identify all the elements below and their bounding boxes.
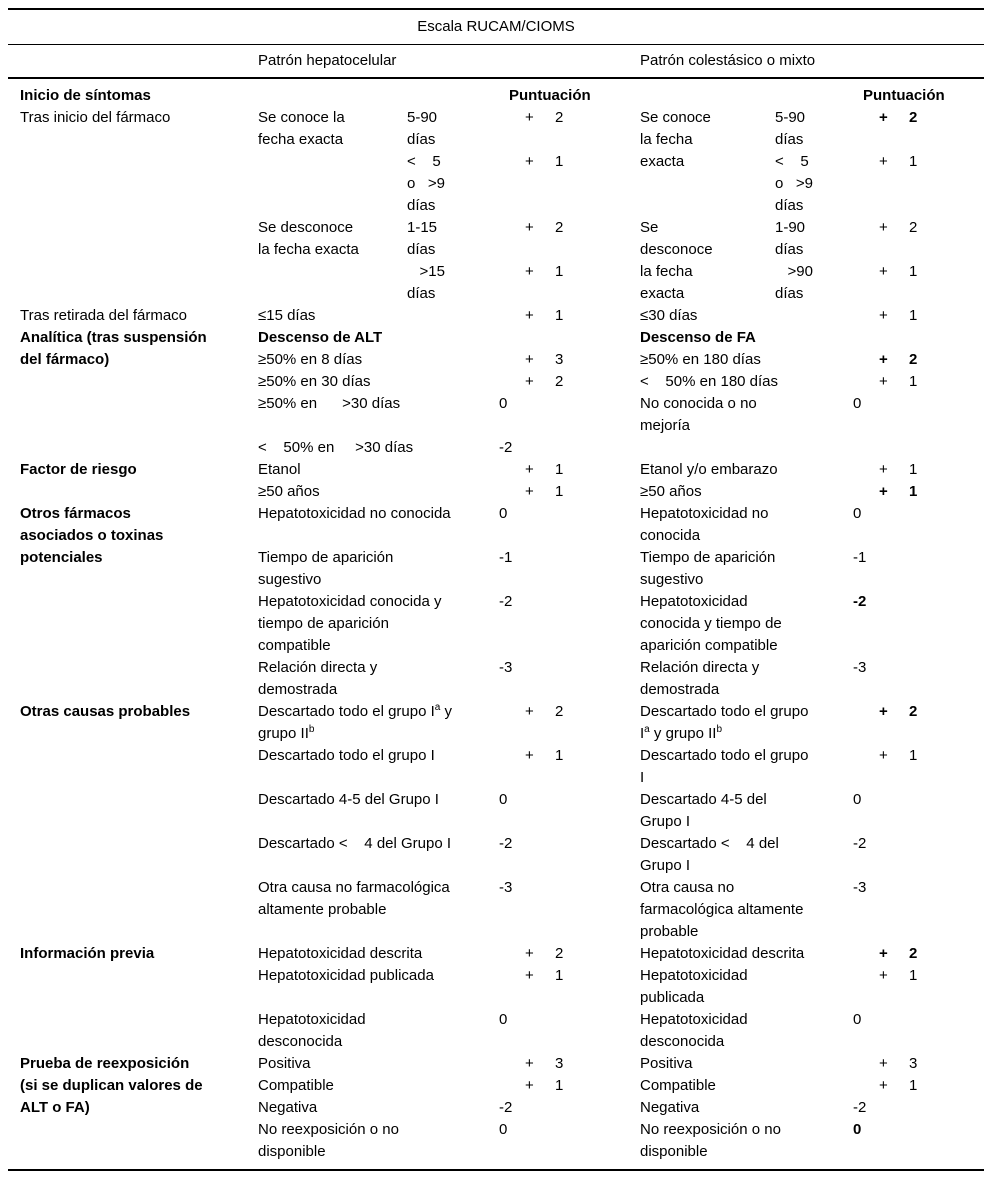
score-cell [845, 503, 984, 547]
score-value: -3 [499, 879, 513, 896]
table-row [8, 503, 984, 547]
score-value: 0 [853, 1011, 862, 1028]
score-cell [845, 327, 984, 349]
description-cell: Descartado todo el grupo I [258, 747, 435, 764]
criterion-cell: Analítica (tras suspensión del fármaco) [20, 329, 207, 368]
description-cell [250, 78, 399, 107]
score-value: 3 [555, 1055, 564, 1072]
description-cell: Positiva [258, 1055, 311, 1072]
description-cell: Descartado < 4 del Grupo I [640, 835, 779, 874]
score-value: -2 [853, 1099, 867, 1116]
score-cell [491, 503, 632, 547]
score-value: 2 [909, 351, 918, 368]
score-cell [845, 1053, 984, 1075]
score-cell [491, 943, 632, 965]
score-cell [491, 393, 632, 437]
criterion-cell: Factor de riesgo [20, 461, 137, 478]
score-cell [845, 1097, 984, 1119]
score-value: -3 [499, 659, 513, 676]
score-value: 1 [555, 747, 564, 764]
score-value: 2 [555, 373, 564, 390]
score-value: 2 [909, 703, 918, 720]
score-value: 0 [853, 505, 862, 522]
score-value: 0 [853, 791, 862, 808]
score-cell [845, 151, 984, 217]
score-cell [491, 459, 632, 481]
score-cell [491, 261, 632, 305]
score-cell [491, 481, 632, 503]
score-sign: + [879, 109, 888, 126]
description-cell: Positiva [640, 1055, 693, 1072]
score-value: -2 [853, 835, 867, 852]
description-cell: Compatible [258, 1077, 334, 1094]
description-cell: ≤15 días [258, 307, 316, 324]
score-sign: + [525, 703, 534, 720]
score-value: -2 [499, 1099, 513, 1116]
description-cell: ≥50% en >30 días [258, 395, 401, 412]
score-value: 1 [555, 263, 564, 280]
score-cell [845, 1075, 984, 1097]
score-sign: + [525, 1055, 534, 1072]
score-value: 3 [909, 1055, 918, 1072]
score-cell [491, 1075, 632, 1097]
score-cell [845, 305, 984, 327]
description-cell: Etanol [258, 461, 301, 478]
criteria-cell: 1-90 días [775, 219, 806, 258]
score-cell [491, 1097, 632, 1119]
score-cell [845, 789, 984, 833]
description-cell: ≥50 años [640, 483, 702, 500]
score-value: 2 [555, 219, 564, 236]
score-sign: + [879, 219, 888, 236]
criteria-cell: 1-15 días [407, 219, 438, 258]
description-cell: ≥50% en 8 días [258, 351, 363, 368]
score-value: -1 [853, 549, 867, 566]
criteria-cell: >90 días [775, 263, 813, 302]
rucam-cioms-table [8, 8, 984, 1171]
score-sign: + [879, 703, 888, 720]
score-sign: + [525, 1077, 534, 1094]
description-cell: Hepatotoxicidad publicada [640, 967, 748, 1006]
pattern-header-row [8, 45, 984, 79]
table-row [8, 305, 984, 327]
criteria-cell [399, 78, 491, 107]
criterion-cell: Otros fármacos asociados o toxinas potenciales [20, 505, 164, 566]
description-cell: Se desconoce la fecha exacta [258, 219, 359, 258]
description-cell: Otra causa no farmacológica altamente probable [258, 879, 450, 918]
footnote-marker: a [434, 702, 441, 713]
description-cell: Descenso de FA [640, 329, 756, 346]
description-cell: Descartado todo el grupo I [640, 747, 809, 786]
description-cell: Hepatotoxicidad descrita [640, 945, 805, 962]
table-title-row [8, 9, 984, 45]
score-sign: + [525, 373, 534, 390]
criterion-cell: Información previa [20, 945, 155, 962]
score-sign: + [525, 153, 534, 170]
description-cell: Tiempo de aparición sugestivo [640, 549, 776, 588]
score-value: 0 [853, 1121, 862, 1138]
description-cell [632, 437, 845, 459]
score-cell [845, 965, 984, 1009]
score-value: -1 [499, 549, 513, 566]
table-row [8, 459, 984, 481]
score-sign: + [879, 373, 888, 390]
score-cell [491, 657, 632, 701]
score-cell [845, 833, 984, 877]
score-value: 0 [499, 395, 508, 412]
footnote-marker: b [716, 724, 722, 735]
description-cell: Compatible [640, 1077, 716, 1094]
score-cell [845, 943, 984, 965]
score-cell [491, 789, 632, 833]
description-cell: Relación directa y demostrada [640, 659, 760, 698]
score-cell [845, 547, 984, 591]
score-cell [491, 547, 632, 591]
description-cell: Descenso de ALT [258, 329, 383, 346]
description-cell: Descartado 4-5 del Grupo I [258, 791, 439, 808]
score-sign: + [525, 747, 534, 764]
description-cell: Descartado 4-5 del Grupo I [640, 791, 767, 830]
description-cell: Otra causa no farmacológica altamente probable [640, 879, 804, 940]
description-cell: Hepatotoxicidad descrita [258, 945, 423, 962]
description-cell: Descartado < 4 del Grupo I [258, 835, 452, 852]
criteria-cell [767, 78, 845, 107]
description-cell: No reexposición o no disponible [258, 1121, 399, 1160]
score-sign: + [879, 1055, 888, 1072]
score-cell [491, 371, 632, 393]
description-cell: Tiempo de aparición sugestivo [258, 549, 394, 588]
description-cell: Descartado todo el grupo $I^a$ y grupo $II^b$ [258, 702, 453, 742]
score-sign: + [525, 263, 534, 280]
score-cell [845, 745, 984, 789]
score-cell [845, 107, 984, 151]
description-cell: No conocida o no mejoría [640, 395, 757, 434]
description-cell: Se desconoce la fecha exacta [640, 219, 713, 302]
score-cell [491, 877, 632, 943]
score-value: 1 [909, 263, 918, 280]
description-cell: Se conoce la fecha exacta [640, 109, 711, 170]
criteria-cell: < 5 o >9 días [775, 153, 813, 214]
score-value: 1 [555, 483, 564, 500]
score-cell [845, 701, 984, 745]
rucam-table-container [8, 8, 984, 1171]
criteria-cell: 5-90 días [407, 109, 438, 148]
score-sign: + [879, 461, 888, 478]
description-cell: ≥50% en 180 días [640, 351, 761, 368]
score-cell [491, 1119, 632, 1170]
description-cell [632, 78, 767, 107]
score-value: 1 [909, 747, 918, 764]
score-value: 1 [909, 461, 918, 478]
table-title: Escala RUCAM/CIOMS [8, 9, 984, 45]
score-header-cell: Puntuación [509, 87, 591, 104]
description-cell: Hepatotoxicidad conocida y tiempo de aparición compatible [640, 593, 782, 654]
footnote-marker: b [308, 724, 315, 735]
score-cell [845, 459, 984, 481]
score-value: 1 [555, 307, 564, 324]
footnote-marker: a [644, 724, 650, 735]
score-sign: + [525, 945, 534, 962]
pattern-header-spacer [8, 45, 250, 79]
score-cell [491, 1009, 632, 1053]
score-cell [491, 217, 632, 261]
cholestatic-pattern-header: Patrón colestásico o mixto [632, 45, 984, 79]
description-cell: Descartado todo el grupo $I^a$ y grupo $II^b$ [640, 703, 809, 742]
score-sign: + [879, 967, 888, 984]
score-value: 3 [555, 351, 564, 368]
score-cell [845, 591, 984, 657]
table-row [8, 1053, 984, 1075]
score-value: 0 [499, 505, 508, 522]
score-cell [845, 217, 984, 261]
score-cell [491, 437, 632, 459]
description-cell: ≥50% en 30 días [258, 373, 371, 390]
score-value: 1 [555, 967, 564, 984]
score-value: -2 [499, 835, 513, 852]
score-cell [491, 965, 632, 1009]
description-cell: < 50% en 180 días [640, 373, 779, 390]
criterion-cell: Tras inicio del fármaco [20, 109, 171, 126]
score-sign: + [525, 483, 534, 500]
description-cell: < 50% en >30 días [258, 439, 414, 456]
criterion-cell: Inicio de síntomas [20, 87, 151, 104]
description-cell: Hepatotoxicidad no conocida [258, 505, 451, 522]
description-cell: ≥50 años [258, 483, 320, 500]
score-sign: + [525, 307, 534, 324]
score-value: 0 [499, 1011, 508, 1028]
score-sign: + [879, 263, 888, 280]
score-value: -3 [853, 879, 867, 896]
description-cell: Hepatotoxicidad desconocida [640, 1011, 748, 1050]
hepatocellular-pattern-header: Patrón hepatocelular [250, 45, 632, 79]
score-cell [845, 877, 984, 943]
score-value: 2 [909, 945, 918, 962]
score-cell [491, 327, 632, 349]
criteria-cell: < 5 o >9 días [407, 153, 445, 214]
criterion-cell: Tras retirada del fármaco [20, 307, 188, 324]
criteria-cell: >15 días [407, 263, 445, 302]
score-cell [491, 305, 632, 327]
score-sign: + [525, 219, 534, 236]
score-cell [845, 657, 984, 701]
score-sign: + [879, 747, 888, 764]
score-value: 2 [909, 109, 918, 126]
criteria-cell: 5-90 días [775, 109, 806, 148]
score-cell [845, 1119, 984, 1170]
score-sign: + [879, 483, 888, 500]
score-cell [845, 1009, 984, 1053]
score-value: 1 [909, 307, 918, 324]
table-row [8, 943, 984, 965]
score-sign: + [879, 351, 888, 368]
description-cell: Hepatotoxicidad desconocida [258, 1011, 366, 1050]
score-sign: + [525, 109, 534, 126]
description-cell: Etanol y/o embarazo [640, 461, 778, 478]
score-sign: + [879, 945, 888, 962]
score-header-cell: Puntuación [863, 87, 945, 104]
score-value: 2 [555, 945, 564, 962]
score-value: -2 [499, 593, 513, 610]
score-cell [491, 107, 632, 151]
page [0, 8, 992, 1190]
description-cell: No reexposición o no disponible [640, 1121, 781, 1160]
criterion-cell: Otras causas probables [20, 703, 191, 720]
score-value: 0 [499, 1121, 508, 1138]
score-cell [491, 701, 632, 745]
score-cell [491, 349, 632, 371]
score-value: -2 [499, 439, 513, 456]
score-sign: + [879, 1077, 888, 1094]
score-cell [845, 261, 984, 305]
score-value: -2 [853, 593, 867, 610]
rucam-table-body [8, 78, 984, 1170]
score-cell [491, 151, 632, 217]
score-value: 1 [909, 373, 918, 390]
score-value: -3 [853, 659, 867, 676]
score-value: 1 [555, 461, 564, 478]
table-row [8, 701, 984, 745]
score-value: 1 [909, 967, 918, 984]
score-sign: + [525, 351, 534, 368]
score-sign: + [879, 307, 888, 324]
score-cell [845, 371, 984, 393]
description-cell: Relación directa y demostrada [258, 659, 378, 698]
description-cell: Hepatotoxicidad no conocida [640, 505, 769, 544]
description-cell: ≤30 días [640, 307, 698, 324]
description-cell: Hepatotoxicidad publicada [258, 967, 434, 984]
description-cell: Hepatotoxicidad conocida y tiempo de aparición compatible [258, 593, 442, 654]
score-cell [845, 393, 984, 437]
score-sign: + [525, 967, 534, 984]
score-value: 1 [555, 153, 564, 170]
description-cell: Negativa [258, 1099, 318, 1116]
score-cell [491, 745, 632, 789]
score-cell [845, 481, 984, 503]
score-value: 0 [853, 395, 862, 412]
description-cell: Negativa [640, 1099, 700, 1116]
criterion-cell: Prueba de reexposición (si se duplican valores de ALT o FA) [20, 1055, 203, 1116]
table-row [8, 107, 984, 151]
description-cell: Se conoce la fecha exacta [258, 109, 345, 148]
score-cell [491, 833, 632, 877]
table-row [8, 78, 984, 107]
score-sign: + [525, 461, 534, 478]
score-cell [491, 1053, 632, 1075]
score-value: 2 [909, 219, 918, 236]
table-row [8, 327, 984, 349]
score-value: 1 [909, 483, 918, 500]
score-cell [491, 591, 632, 657]
score-value: 2 [555, 109, 564, 126]
score-cell [845, 349, 984, 371]
score-sign: + [879, 153, 888, 170]
score-value: 1 [909, 153, 918, 170]
score-cell [845, 437, 984, 459]
score-value: 1 [909, 1077, 918, 1094]
score-value: 0 [499, 791, 508, 808]
score-value: 1 [555, 1077, 564, 1094]
score-value: 2 [555, 703, 564, 720]
